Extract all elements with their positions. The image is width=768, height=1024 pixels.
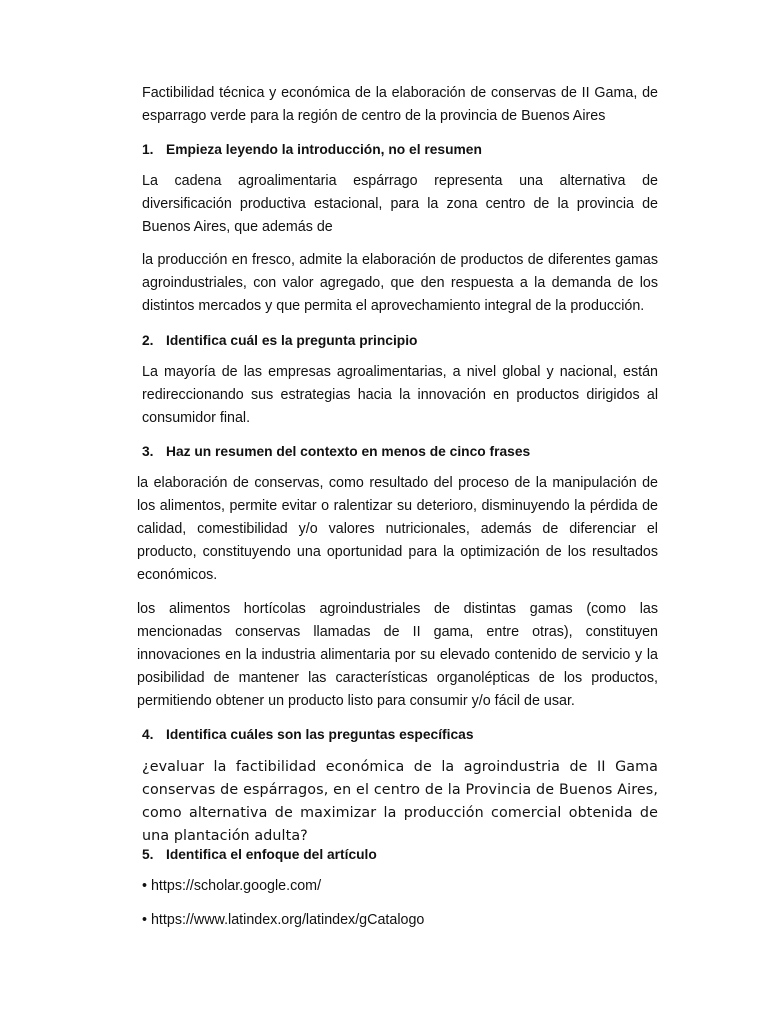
section-heading-text: Identifica cuál es la pregunta principio [166, 333, 418, 348]
section-heading-text: Haz un resumen del contexto en menos de cinco frases [166, 444, 531, 459]
paragraph: La cadena agroalimentaria espárrago representa una alternativa de diversificación productiva estacional, para la zona centro de la provincia de Buenos Aires, que además de [142, 173, 658, 235]
section-heading-1 [142, 141, 662, 159]
section-heading-5 [142, 846, 662, 864]
section-heading-text: Identifica cuáles son las preguntas específicas [166, 727, 474, 742]
section-heading-3 [142, 443, 662, 461]
section-heading-text: Identifica el enfoque del artículo [166, 847, 377, 862]
paragraph-specific-question: ¿evaluar la factibilidad económica de la agroindustria de II Gama conservas de espárragos, en el centro de la Provincia de Buenos Aires, como alternativa de maximizar la producción comercial obtenida de una plantación adulta? [142, 759, 658, 844]
section-heading-2 [142, 332, 662, 350]
link-latindex[interactable]: • https://www.latindex.org/latindex/gCatalogo [142, 912, 425, 928]
section-number: 4. [142, 727, 154, 742]
link-scholar-google[interactable]: • https://scholar.google.com/ [142, 878, 322, 894]
section-number: 1. [142, 142, 154, 157]
section-heading-4 [142, 726, 662, 744]
section-heading-text: Empieza leyendo la introducción, no el resumen [166, 142, 482, 157]
paragraph: la producción en fresco, admite la elaboración de productos de diferentes gamas agroindustriales, con valor agregado, que den respuesta a la demanda de los distintos mercados y que permita el aprovechamiento integral de la producción. [142, 252, 658, 314]
paragraph: los alimentos hortícolas agroindustriales de distintas gamas (como las mencionadas conservas llamadas de II gama, entre otras), constituyen innovaciones en la industria alimentaria por su elevado contenido de servicio y la posibilidad de mantener las características organolépticas de los productos, permitiendo obtener un producto listo para consumir y/o fácil de usar. [137, 601, 658, 709]
paragraph: la elaboración de conservas, como resultado del proceso de la manipulación de los alimentos, permite evitar o ralentizar su deterioro, disminuyendo la pérdida de calidad, comestibilidad y/o valores nutricionales, además de diferenciar el producto, constituyendo una oportunidad para la optimización de los resultados económicos. [137, 475, 658, 583]
document-title: Factibilidad técnica y económica de la elaboración de conservas de II Gama, de esparrago verde para la región de centro de la provincia de Buenos Aires [142, 85, 658, 124]
paragraph: La mayoría de las empresas agroalimentarias, a nivel global y nacional, están redireccionando sus estrategias hacia la innovación en productos dirigidos al consumidor final. [142, 364, 658, 426]
section-number: 5. [142, 847, 154, 862]
section-number: 2. [142, 333, 154, 348]
section-number: 3. [142, 444, 154, 459]
